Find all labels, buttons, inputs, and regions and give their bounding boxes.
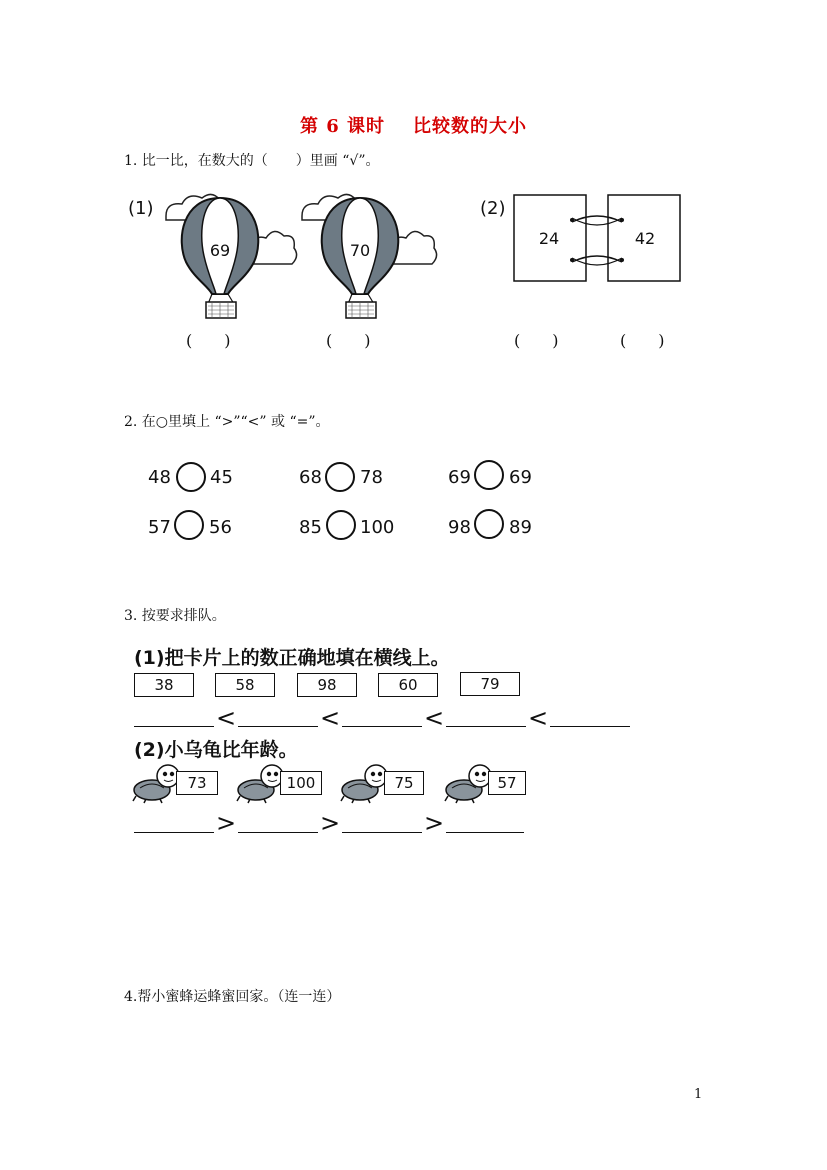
compare-answer-circle[interactable] xyxy=(474,460,504,490)
number-card: 60 xyxy=(378,673,438,697)
number-card: 38 xyxy=(134,673,194,697)
compare-answer-circle[interactable] xyxy=(176,462,206,492)
lesson-topic: 比较数的大小 xyxy=(413,116,528,137)
compare-left-number: 57 xyxy=(148,517,171,538)
question-4-prompt: 4.帮小蜜蜂运蜂蜜回家。（连一连） xyxy=(124,989,341,1005)
turtle-age-card: 57 xyxy=(488,771,526,795)
book-right-page-number: 42 xyxy=(634,229,656,248)
answer-line[interactable] xyxy=(238,726,318,727)
compare-right-number: 100 xyxy=(360,517,395,538)
answer-blank-balloon-1[interactable]: ( ) xyxy=(186,331,231,350)
compare-right-number: 56 xyxy=(209,517,232,538)
compare-answer-circle[interactable] xyxy=(325,462,355,492)
q1-part2-label: (2) xyxy=(480,198,506,219)
number-card: 58 xyxy=(215,673,275,697)
turtle-age-card: 75 xyxy=(384,771,424,795)
greater-than-sign: > xyxy=(320,809,341,837)
q3-sub1-instruction: (1)把卡片上的数正确地填在横线上。 xyxy=(134,647,450,669)
compare-answer-circle[interactable] xyxy=(474,509,504,539)
compare-right-number: 69 xyxy=(509,467,532,488)
balloon-1-number: 69 xyxy=(209,241,231,260)
greater-than-sign: > xyxy=(424,809,445,837)
answer-line[interactable] xyxy=(238,832,318,833)
compare-left-number: 68 xyxy=(299,467,322,488)
number-card: 98 xyxy=(297,673,357,697)
question-3-prompt: 3. 按要求排队。 xyxy=(124,608,226,624)
balloon-2-number: 70 xyxy=(349,241,371,260)
compare-left-number: 85 xyxy=(299,517,322,538)
answer-line[interactable] xyxy=(134,832,214,833)
turtle-age-card: 100 xyxy=(280,771,322,795)
question-1-prompt: 1. 比一比，在数大的（ ）里画 “√”。 xyxy=(124,153,380,169)
compare-left-number: 98 xyxy=(448,517,471,538)
compare-answer-circle[interactable] xyxy=(326,510,356,540)
compare-answer-circle[interactable] xyxy=(174,510,204,540)
greater-than-sign: > xyxy=(216,809,237,837)
answer-line[interactable] xyxy=(342,726,422,727)
less-than-sign: < xyxy=(528,704,549,732)
answer-line[interactable] xyxy=(342,832,422,833)
answer-line[interactable] xyxy=(550,726,630,727)
less-than-sign: < xyxy=(424,704,445,732)
answer-blank-right-page[interactable]: ( ) xyxy=(620,331,665,350)
compare-right-number: 45 xyxy=(210,467,233,488)
compare-right-number: 89 xyxy=(509,517,532,538)
compare-left-number: 48 xyxy=(148,467,171,488)
lesson-number: 第 6 课时 xyxy=(299,116,386,137)
question-2-prompt: 2. 在○里填上 “>”“<” 或 “=”。 xyxy=(124,414,330,430)
answer-line[interactable] xyxy=(134,726,214,727)
less-than-sign: < xyxy=(320,704,341,732)
q1-part1-label: (1) xyxy=(128,198,154,219)
turtle-age-card: 73 xyxy=(176,771,218,795)
compare-left-number: 69 xyxy=(448,467,471,488)
book-left-page-number: 24 xyxy=(538,229,560,248)
answer-line[interactable] xyxy=(446,832,524,833)
answer-blank-balloon-2[interactable]: ( ) xyxy=(326,331,371,350)
compare-right-number: 78 xyxy=(360,467,383,488)
answer-blank-left-page[interactable]: ( ) xyxy=(514,331,559,350)
page-title xyxy=(0,112,827,138)
less-than-sign: < xyxy=(216,704,237,732)
page-number: 1 xyxy=(694,1087,703,1102)
number-card: 79 xyxy=(460,672,520,696)
q3-sub2-instruction: (2)小乌龟比年龄。 xyxy=(134,739,298,761)
answer-line[interactable] xyxy=(446,726,526,727)
